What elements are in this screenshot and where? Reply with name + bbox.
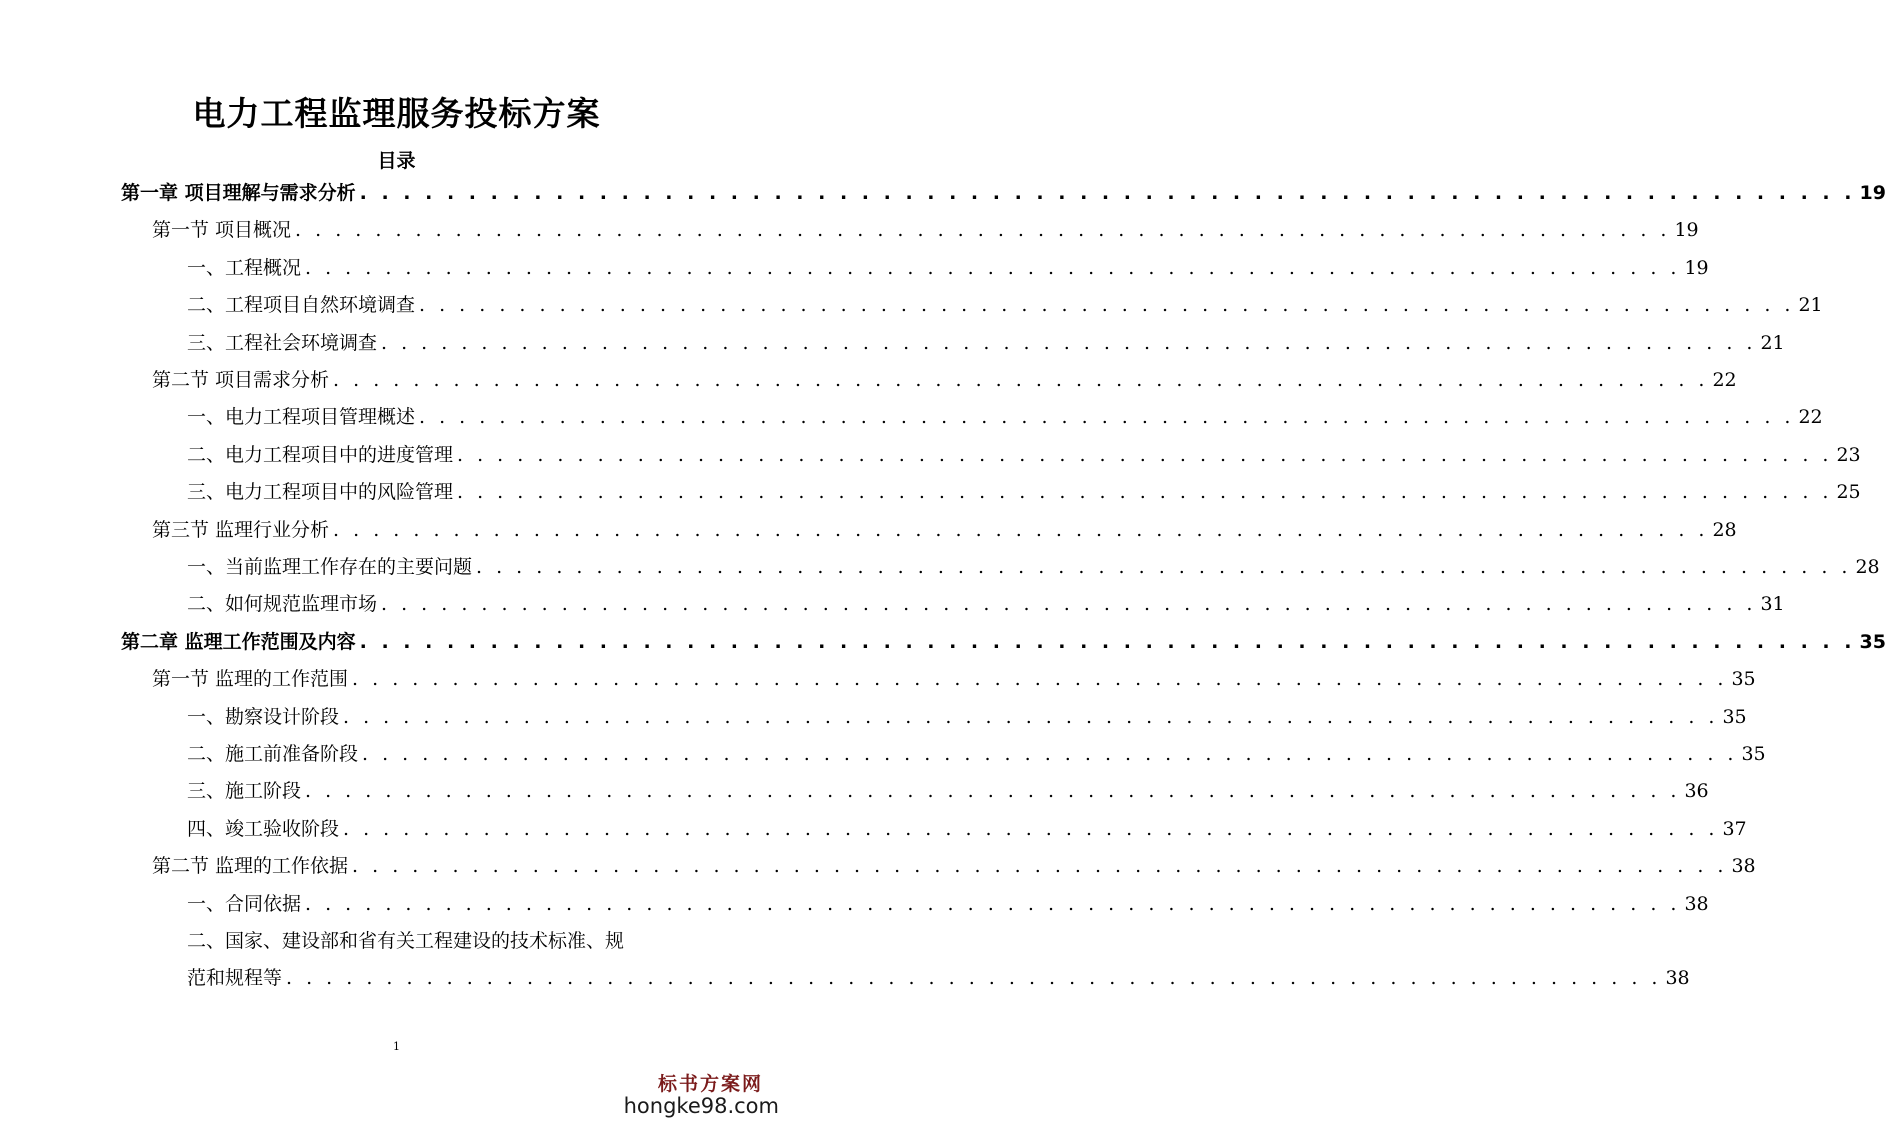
toc-entry-page: 19 xyxy=(1684,256,1709,279)
toc-entry-label: 二、施工前准备阶段 xyxy=(187,743,359,765)
page-number: 1 xyxy=(393,1040,400,1053)
toc-entry-label: 一、当前监理工作存在的主要问题 xyxy=(187,556,473,578)
toc-entry-page: 28 xyxy=(1855,556,1880,578)
toc-subsection-entry[interactable] xyxy=(187,292,1823,318)
toc-entry-label: 二、工程项目自然环境调查 xyxy=(187,294,416,317)
toc-entry-label: 一、工程概况 xyxy=(187,256,302,279)
toc-entry-page: 28 xyxy=(1712,518,1737,541)
toc-leader-dots: . . . . . . . . . . . . . . . . . . . . . . . . . . . . . . . . . . . . . . . . . . . . . . . . . . . . . . . . . . . . . . . . . . . . . xyxy=(419,406,1795,429)
toc-subsection-entry[interactable] xyxy=(187,704,1747,730)
toc-entry-page: 23 xyxy=(1836,443,1861,466)
document-title: 电力工程监理服务投标方案 xyxy=(192,94,601,133)
toc-entry-label: 二、如何规范监理市场 xyxy=(187,593,378,616)
toc-leader-dots: . . . . . . . . . . . . . . . . . . . . . . . . . . . . . . . . . . . . . . . . . . . . . . . . . . . . . . . . . . . . . . . . . . . . . xyxy=(352,668,1728,691)
toc-leader-dots: . . . . . . . . . . . . . . . . . . . . . . . . . . . . . . . . . . . . . . . . . . . . . . . . . . . . . . . . . . . . . . . . . . . . . xyxy=(359,630,1856,653)
toc-entry-page: 21 xyxy=(1798,294,1823,317)
toc-entry-label: 第二章 监理工作范围及内容 xyxy=(121,630,356,653)
toc-leader-dots: . . . . . . . . . . . . . . . . . . . . . . . . . . . . . . . . . . . . . . . . . . . . . . . . . . . . . . . . . . . . . . . . . . . . . xyxy=(362,743,1738,765)
toc-entry-page: 22 xyxy=(1712,369,1737,391)
toc-leader-dots: . . . . . . . . . . . . . . . . . . . . . . . . . . . . . . . . . . . . . . . . . . . . . . . . . . . . . . . . . . . . . . . . . . . . . xyxy=(305,780,1681,803)
toc-leader-dots: . . . . . . . . . . . . . . . . . . . . . . . . . . . . . . . . . . . . . . . . . . . . . . . . . . . . . . . . . . . . . . . . . . . . . xyxy=(381,331,1757,354)
toc-leader-dots: . . . . . . . . . . . . . . . . . . . . . . . . . . . . . . . . . . . . . . . . . . . . . . . . . . . . . . . . . . . . . . . . . . . . . xyxy=(419,294,1795,317)
toc-entry-label: 一、电力工程项目管理概述 xyxy=(187,406,416,429)
toc-subsection-entry[interactable] xyxy=(187,591,1785,617)
toc-section-entry[interactable] xyxy=(152,217,1699,243)
toc-leader-dots: . . . . . . . . . . . . . . . . . . . . . . . . . . . . . . . . . . . . . . . . . . . . . . . . . . . . . . . . . . . . . . . . . . . . . xyxy=(305,892,1681,915)
toc-leader-dots: . . . . . . . . . . . . . . . . . . . . . . . . . . . . . . . . . . . . . . . . . . . . . . . . . . . . . . . . . . . . . . . . . . . . . xyxy=(343,705,1719,728)
toc-entry-label: 一、合同依据 xyxy=(187,892,302,915)
toc-section-entry[interactable] xyxy=(152,666,1756,692)
toc-subsection-entry[interactable] xyxy=(187,479,1861,505)
toc-subsection-entry[interactable] xyxy=(187,891,1709,917)
toc-section-entry[interactable] xyxy=(152,853,1756,879)
toc-entry-page: 19 xyxy=(1859,182,1886,204)
toc-entry[interactable] xyxy=(187,965,1690,991)
toc-entry-label: 三、施工阶段 xyxy=(187,780,302,803)
toc-entry-label: 第二节 项目需求分析 xyxy=(152,369,330,391)
toc-subsection-entry[interactable] xyxy=(187,554,1880,580)
toc-entry-page: 36 xyxy=(1684,780,1709,803)
toc-leader-dots: . . . . . . . . . . . . . . . . . . . . . . . . . . . . . . . . . . . . . . . . . . . . . . . . . . . . . . . . . . . . . . . . . . . . . xyxy=(343,817,1719,840)
toc-section-entry[interactable] xyxy=(152,367,1737,393)
toc-chapter-entry[interactable] xyxy=(121,180,1886,206)
toc-entry-page: 35 xyxy=(1859,630,1886,653)
toc-section-entry[interactable] xyxy=(152,517,1737,543)
toc-entry-label: 一、勘察设计阶段 xyxy=(187,705,340,728)
toc-leader-dots: . . . . . . . . . . . . . . . . . . . . . . . . . . . . . . . . . . . . . . . . . . . . . . . . . . . . . . . . . . . . . . . . . . . . . xyxy=(457,481,1833,504)
toc-entry-page: 38 xyxy=(1684,892,1709,915)
toc-leader-dots: . . . . . . . . . . . . . . . . . . . . . . . . . . . . . . . . . . . . . . . . . . . . . . . . . . . . . . . . . . . . . . . . . . . . . xyxy=(352,855,1728,878)
toc-leader-dots: . . . . . . . . . . . . . . . . . . . . . . . . . . . . . . . . . . . . . . . . . . . . . . . . . . . . . . . . . . . . . . . . . . . . . xyxy=(333,518,1709,541)
toc-entry-label: 第一节 项目概况 xyxy=(152,219,292,242)
toc-subsection-entry[interactable] xyxy=(187,741,1766,767)
toc-leader-dots: . . . . . . . . . . . . . . . . . . . . . . . . . . . . . . . . . . . . . . . . . . . . . . . . . . . . . . . . . . . . . . . . . . . . . xyxy=(333,369,1709,391)
toc-entry-page: 35 xyxy=(1731,668,1756,691)
toc-subsection-entry[interactable] xyxy=(187,330,1785,356)
toc-subsection-entry[interactable] xyxy=(187,255,1709,281)
toc-chapter-entry[interactable] xyxy=(121,629,1886,655)
toc-entry-label: 三、电力工程项目中的风险管理 xyxy=(187,481,454,504)
toc-subsection-entry[interactable] xyxy=(187,404,1823,430)
toc-entry-page: 22 xyxy=(1798,406,1823,429)
toc-entry-page: 35 xyxy=(1722,705,1747,728)
toc-entry-label: 第二节 监理的工作依据 xyxy=(152,855,349,878)
toc-entry-page: 37 xyxy=(1722,817,1747,840)
toc-entry-label: 第一节 监理的工作范围 xyxy=(152,668,349,691)
toc-entry-page: 38 xyxy=(1665,967,1690,990)
toc-entry-page: 35 xyxy=(1741,743,1766,765)
toc-entry-page: 19 xyxy=(1674,219,1699,242)
toc-leader-dots: . . . . . . . . . . . . . . . . . . . . . . . . . . . . . . . . . . . . . . . . . . . . . . . . . . . . . . . . . . . . . . . . . . . . . xyxy=(305,256,1681,279)
toc-leader-dots: . . . . . . . . . . . . . . . . . . . . . . . . . . . . . . . . . . . . . . . . . . . . . . . . . . . . . . . . . . . . . . . . . . . . . xyxy=(381,593,1757,616)
watermark-url: hongke98.com xyxy=(623,1094,779,1118)
toc-heading: 目录 xyxy=(377,150,416,172)
toc-leader-dots: . . . . . . . . . . . . . . . . . . . . . . . . . . . . . . . . . . . . . . . . . . . . . . . . . . . . . . . . . . . . . . . . . . . . . xyxy=(286,967,1662,990)
toc-entry-label: 四、竣工验收阶段 xyxy=(187,817,340,840)
toc-leader-dots: . . . . . . . . . . . . . . . . . . . . . . . . . . . . . . . . . . . . . . . . . . . . . . . . . . . . . . . . . . . . . . . . . . . . . xyxy=(476,556,1852,578)
toc-entry-label: 范和规程等 xyxy=(187,967,283,990)
toc-leader-dots: . . . . . . . . . . . . . . . . . . . . . . . . . . . . . . . . . . . . . . . . . . . . . . . . . . . . . . . . . . . . . . . . . . . . . xyxy=(457,443,1833,466)
toc-entry-label[interactable]: 二、国家、建设部和省有关工程建设的技术标准、规 xyxy=(187,930,625,952)
toc-subsection-entry[interactable] xyxy=(187,778,1709,804)
toc-subsection-entry[interactable] xyxy=(187,442,1861,468)
toc-leader-dots: . . . . . . . . . . . . . . . . . . . . . . . . . . . . . . . . . . . . . . . . . . . . . . . . . . . . . . . . . . . . . . . . . . . . . xyxy=(359,182,1856,204)
toc-entry-label: 三、工程社会环境调查 xyxy=(187,331,378,354)
toc-entry-page: 21 xyxy=(1760,331,1785,354)
toc-entry-page: 25 xyxy=(1836,481,1861,504)
toc-entry-page: 31 xyxy=(1760,593,1785,616)
toc-entry-label: 二、电力工程项目中的进度管理 xyxy=(187,443,454,466)
toc-entry-label: 第一章 项目理解与需求分析 xyxy=(121,182,356,204)
toc-subsection-entry[interactable] xyxy=(187,816,1747,842)
watermark-logo-text: 标书方案网 xyxy=(657,1073,763,1095)
toc-entry-page: 38 xyxy=(1731,855,1756,878)
toc-entry-label: 第三节 监理行业分析 xyxy=(152,518,330,541)
toc-leader-dots: . . . . . . . . . . . . . . . . . . . . . . . . . . . . . . . . . . . . . . . . . . . . . . . . . . . . . . . . . . . . . . . . . . . . . xyxy=(295,219,1671,242)
